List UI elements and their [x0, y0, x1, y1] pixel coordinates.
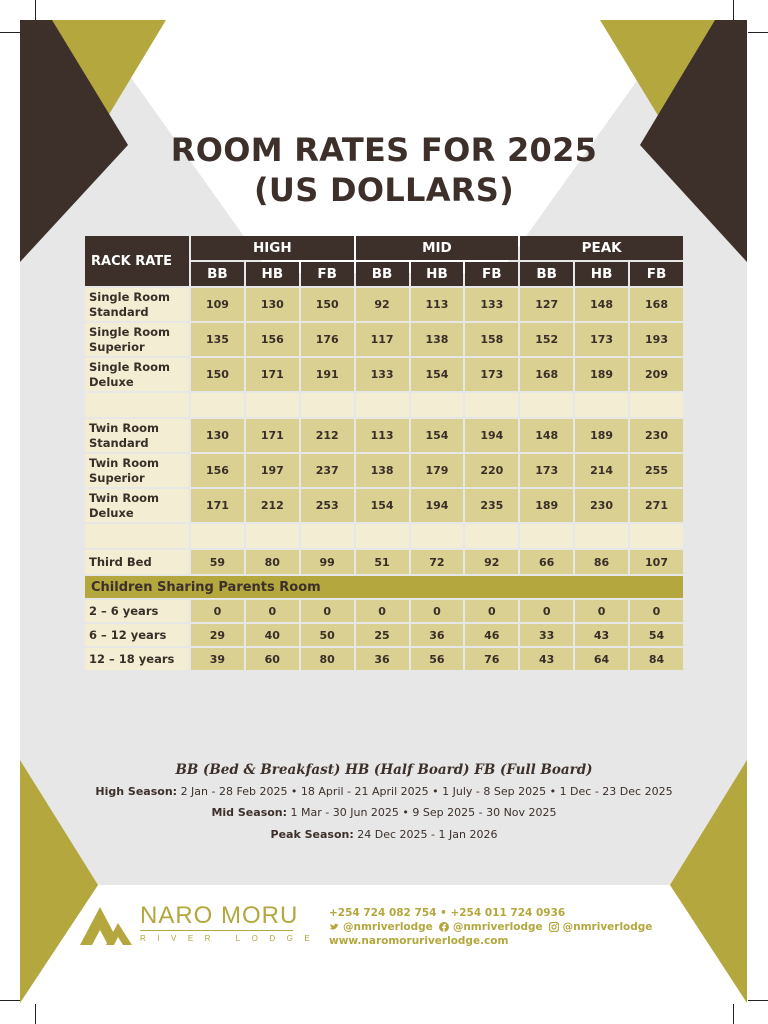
rate-cell: 0	[520, 600, 573, 622]
facebook-link[interactable]	[439, 921, 543, 933]
rate-cell: 189	[520, 489, 573, 522]
rate-row	[85, 358, 683, 391]
plan-header: FB	[630, 262, 683, 286]
room-label-line-2: Deluxe	[89, 374, 134, 389]
season-header-mid: MID	[356, 236, 519, 260]
children-row	[85, 600, 683, 622]
brand-name: NARO MORU	[140, 902, 299, 929]
rate-cell: 76	[465, 648, 518, 670]
room-label-line-2: Superior	[89, 339, 145, 354]
instagram-handle: @nmriverlodge	[562, 921, 653, 933]
room-label-line-1: Twin Room	[89, 420, 159, 435]
room-label-line-1: Single Room	[89, 324, 171, 339]
plan-header: BB	[356, 262, 409, 286]
rate-cell: 43	[575, 624, 628, 646]
mountain-logo-icon	[80, 903, 132, 945]
rate-cell: 80	[246, 550, 299, 574]
rate-cell: 72	[411, 550, 464, 574]
rate-cell: 176	[301, 323, 354, 356]
season-header-peak: PEAK	[520, 236, 683, 260]
rate-cell: 220	[465, 454, 518, 487]
rate-cell: 156	[191, 454, 244, 487]
room-label-line-1: Twin Room	[89, 455, 159, 470]
phone-numbers[interactable]: +254 724 082 754 • +254 011 724 0936	[329, 907, 566, 919]
room-label	[85, 489, 189, 522]
rate-cell: 158	[465, 323, 518, 356]
rate-cell: 212	[301, 419, 354, 452]
rate-cell: 130	[246, 288, 299, 321]
rate-cell: 230	[575, 489, 628, 522]
rate-cell: 154	[411, 419, 464, 452]
plan-header: HB	[246, 262, 299, 286]
room-label-line-2: Standard	[89, 304, 149, 319]
plan-header: HB	[575, 262, 628, 286]
high-season-line	[0, 785, 768, 798]
room-label	[85, 419, 189, 452]
rate-cell: 54	[630, 624, 683, 646]
rate-cell: 171	[246, 419, 299, 452]
facebook-icon	[439, 922, 449, 932]
rate-cell: 107	[630, 550, 683, 574]
rate-cell: 39	[191, 648, 244, 670]
rate-cell: 154	[356, 489, 409, 522]
rate-cell: 33	[520, 624, 573, 646]
rate-cell: 86	[575, 550, 628, 574]
rates-table	[83, 234, 685, 672]
rate-cell: 138	[356, 454, 409, 487]
rate-cell: 43	[520, 648, 573, 670]
brand-subtitle: RIVER LODGE	[140, 934, 322, 943]
room-label-line-1: Single Room	[89, 289, 171, 304]
spacer-row	[85, 393, 683, 417]
rate-cell: 113	[411, 288, 464, 321]
rate-cell: 0	[411, 600, 464, 622]
plan-header: BB	[520, 262, 573, 286]
twitter-link[interactable]	[329, 921, 433, 933]
rate-cell: 148	[575, 288, 628, 321]
rate-cell: 138	[411, 323, 464, 356]
rate-cell: 152	[520, 323, 573, 356]
rate-cell: 29	[191, 624, 244, 646]
high-season-dates: 2 Jan - 28 Feb 2025 • 18 April - 21 April 2025 • 1 July - 8 Sep 2025 • 1 Dec - 23 Dec 2025	[180, 785, 673, 798]
age-band-label: 6 – 12 years	[85, 624, 189, 646]
rate-cell: 253	[301, 489, 354, 522]
rate-cell: 255	[630, 454, 683, 487]
room-label-line-1: Twin Room	[89, 490, 159, 505]
age-band-label: 12 – 18 years	[85, 648, 189, 670]
twitter-handle: @nmriverlodge	[343, 921, 433, 933]
rate-cell: 212	[246, 489, 299, 522]
rate-cell: 113	[356, 419, 409, 452]
rate-cell: 235	[465, 489, 518, 522]
title-line-2: (US DOLLARS)	[253, 171, 515, 209]
rack-rate-header: RACK RATE	[85, 236, 189, 286]
rate-cell: 193	[630, 323, 683, 356]
rate-cell: 36	[356, 648, 409, 670]
rate-cell: 99	[301, 550, 354, 574]
rate-cell: 66	[520, 550, 573, 574]
instagram-link[interactable]	[549, 921, 653, 933]
rate-cell: 150	[301, 288, 354, 321]
rate-cell: 168	[630, 288, 683, 321]
rate-cell: 148	[520, 419, 573, 452]
rate-cell: 50	[301, 624, 354, 646]
rate-row	[85, 454, 683, 487]
rate-cell: 173	[465, 358, 518, 391]
rate-row	[85, 550, 683, 574]
facebook-handle: @nmriverlodge	[452, 921, 543, 933]
room-label-line-1: Third Bed	[89, 554, 152, 569]
rate-cell: 92	[465, 550, 518, 574]
rate-cell: 214	[575, 454, 628, 487]
rate-cell: 25	[356, 624, 409, 646]
rate-cell: 194	[411, 489, 464, 522]
social-links	[329, 921, 658, 933]
plan-header: FB	[301, 262, 354, 286]
age-band-label: 2 – 6 years	[85, 600, 189, 622]
title-line-1: ROOM RATES FOR 2025	[170, 131, 598, 169]
rate-cell: 173	[520, 454, 573, 487]
rate-cell: 194	[465, 419, 518, 452]
children-row	[85, 624, 683, 646]
twitter-icon	[329, 922, 339, 932]
rate-cell: 150	[191, 358, 244, 391]
rate-cell: 64	[575, 648, 628, 670]
rate-cell: 154	[411, 358, 464, 391]
peak-season-dates: 24 Dec 2025 - 1 Jan 2026	[357, 828, 498, 841]
rate-cell: 156	[246, 323, 299, 356]
plan-header: BB	[191, 262, 244, 286]
rate-cell: 189	[575, 358, 628, 391]
room-label-line-2: Standard	[89, 435, 149, 450]
rate-cell: 127	[520, 288, 573, 321]
rate-row	[85, 419, 683, 452]
page-title	[0, 130, 768, 210]
room-label	[85, 323, 189, 356]
rate-cell: 133	[356, 358, 409, 391]
rate-cell: 179	[411, 454, 464, 487]
room-label	[85, 288, 189, 321]
rate-cell: 171	[191, 489, 244, 522]
plan-header: HB	[411, 262, 464, 286]
spacer-row	[85, 524, 683, 548]
rate-cell: 171	[246, 358, 299, 391]
rate-row	[85, 323, 683, 356]
room-label	[85, 550, 189, 574]
rate-cell: 0	[191, 600, 244, 622]
rate-cell: 0	[465, 600, 518, 622]
room-label	[85, 358, 189, 391]
children-row	[85, 648, 683, 670]
rate-cell: 56	[411, 648, 464, 670]
rate-cell: 84	[630, 648, 683, 670]
rate-row	[85, 288, 683, 321]
room-label-line-1: Single Room	[89, 359, 171, 374]
room-label	[85, 454, 189, 487]
rate-cell: 0	[301, 600, 354, 622]
rate-cell: 230	[630, 419, 683, 452]
rate-cell: 36	[411, 624, 464, 646]
rate-row	[85, 489, 683, 522]
rate-cell: 237	[301, 454, 354, 487]
room-label-line-2: Deluxe	[89, 505, 134, 520]
rate-cell: 130	[191, 419, 244, 452]
rate-cell: 0	[246, 600, 299, 622]
rate-cell: 60	[246, 648, 299, 670]
rate-cell: 133	[465, 288, 518, 321]
rate-cell: 168	[520, 358, 573, 391]
rate-cell: 135	[191, 323, 244, 356]
mid-season-label: Mid Season:	[211, 806, 288, 819]
rate-cell: 189	[575, 419, 628, 452]
rate-cell: 197	[246, 454, 299, 487]
high-season-label: High Season:	[95, 785, 178, 798]
rate-cell: 117	[356, 323, 409, 356]
rate-cell: 40	[246, 624, 299, 646]
mid-season-dates: 1 Mar - 30 Jun 2025 • 9 Sep 2025 - 30 Nov 2025	[290, 806, 557, 819]
rate-cell: 0	[356, 600, 409, 622]
rate-cell: 0	[630, 600, 683, 622]
peak-season-label: Peak Season:	[270, 828, 354, 841]
website-link[interactable]: www.naromoruriverlodge.com	[329, 935, 509, 947]
season-header-high: HIGH	[191, 236, 354, 260]
brand-divider	[140, 930, 293, 931]
rate-cell: 46	[465, 624, 518, 646]
instagram-icon	[549, 922, 559, 932]
rate-cell: 51	[356, 550, 409, 574]
peak-season-line	[0, 828, 768, 841]
rate-cell: 173	[575, 323, 628, 356]
rate-cell: 0	[575, 600, 628, 622]
rate-cell: 191	[301, 358, 354, 391]
rate-cell: 209	[630, 358, 683, 391]
rate-cell: 109	[191, 288, 244, 321]
rate-cell: 80	[301, 648, 354, 670]
children-section-header: Children Sharing Parents Room	[85, 576, 683, 598]
mid-season-line	[0, 806, 768, 819]
room-label-line-2: Superior	[89, 470, 145, 485]
board-legend: BB (Bed & Breakfast) HB (Half Board) FB (Full Board)	[175, 762, 593, 778]
plan-header: FB	[465, 262, 518, 286]
rate-cell: 271	[630, 489, 683, 522]
rate-cell: 92	[356, 288, 409, 321]
rate-cell: 59	[191, 550, 244, 574]
